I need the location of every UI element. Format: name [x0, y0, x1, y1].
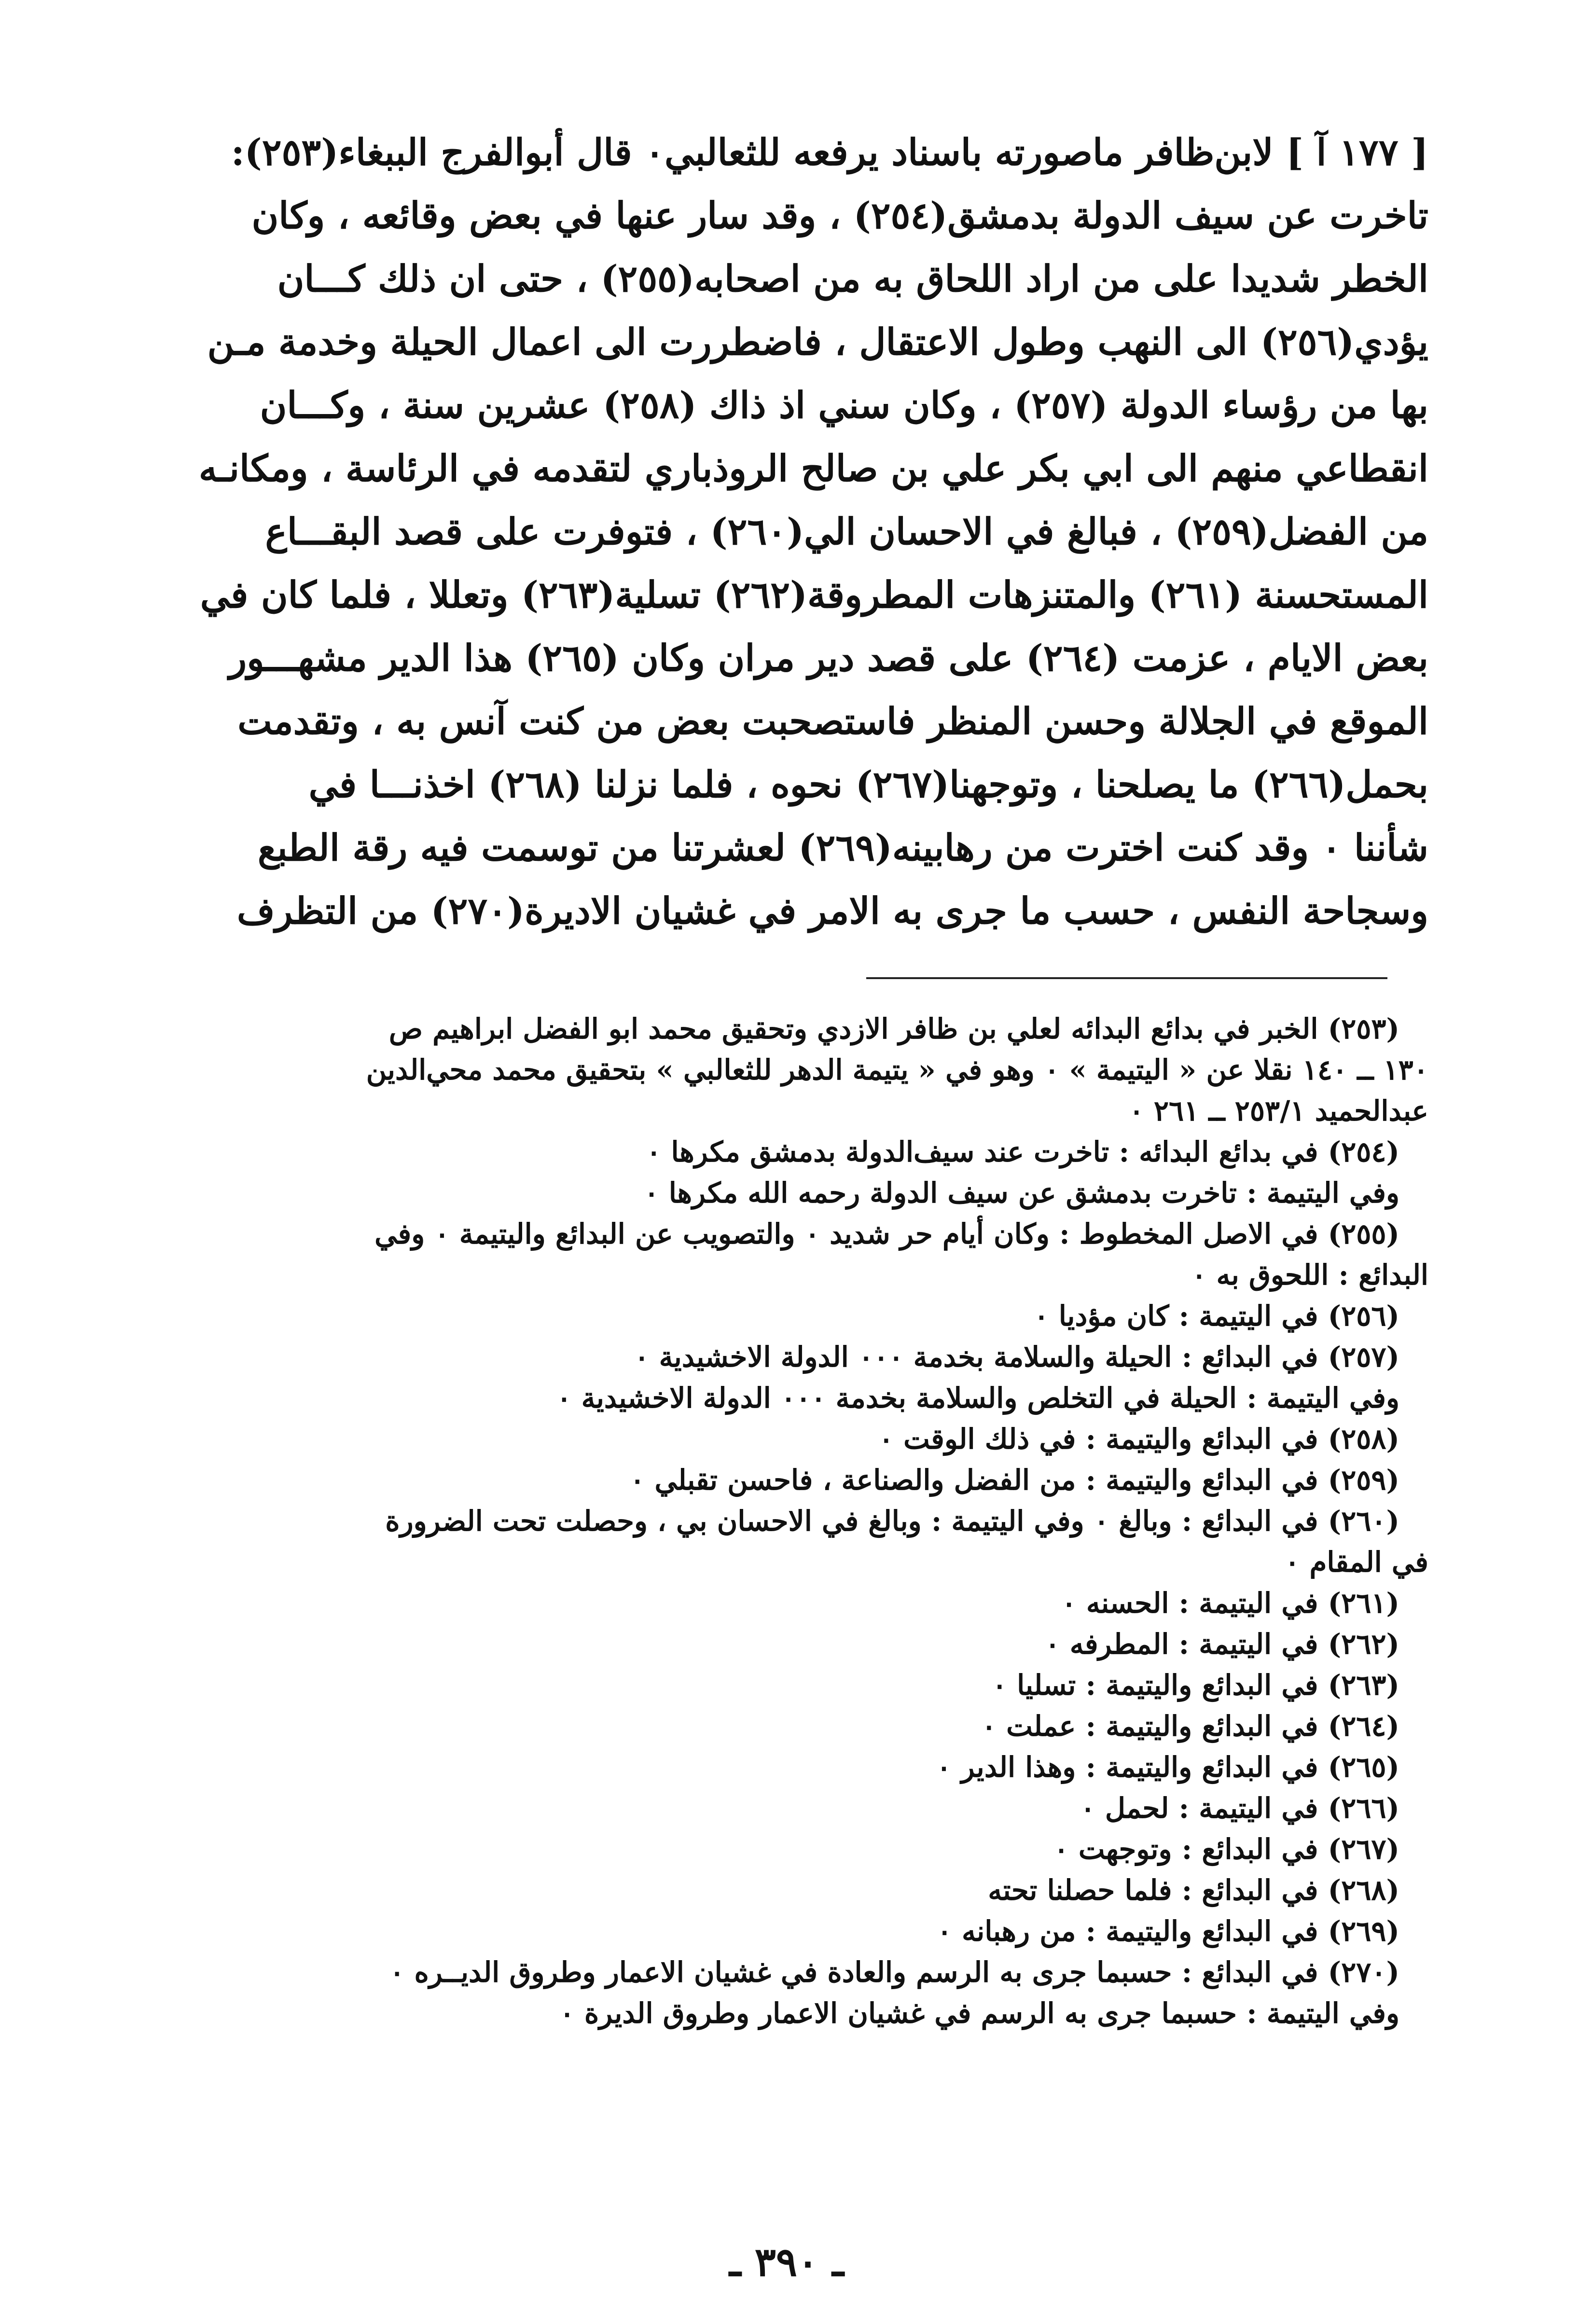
footnote-line: (٢٦٩) في البدائع واليتيمة : من رهبانه ٠	[937, 1915, 1399, 1948]
main-text-line: بحمل(٢٦٦) ما يصلحنا ، وتوجهنا(٢٦٧) نحوه ، فلما نزلنا (٢٦٨) اخذنـــا في	[308, 763, 1428, 806]
footnote-line: في المقام ٠	[1285, 1546, 1428, 1578]
main-text-line: المستحسنة (٢٦١) والمتنزهات المطروقة(٢٦٢) تسلية(٢٦٣) وتعللا ، فلما كان في	[200, 573, 1428, 616]
footnote-line: (٢٥٦) في اليتيمة : كان مؤديا ٠	[1034, 1300, 1399, 1332]
main-text-line: من الفضل(٢٥٩) ، فبالغ في الاحسان الي(٢٦٠) ، فتوفرت على قصد البقـــاع	[265, 510, 1428, 553]
main-text-line: يؤدي(٢٥٦) الى النهب وطول الاعتقال ، فاضطررت الى اعمال الحيلة وخدمة مـن	[207, 320, 1428, 363]
footnote-line: البدائع : اللحوق به ٠	[1191, 1259, 1428, 1291]
main-text-body	[154, 121, 1428, 942]
footnote-line: وفي اليتيمة : حسبما جرى به الرسم في غشيان الاعمار وطروق الديرة ٠	[559, 1997, 1399, 2030]
footnote-line: (٢٥٧) في البدائع : الحيلة والسلامة بخدمة ٠٠٠ الدولة الاخشيدية ٠	[634, 1341, 1399, 1373]
main-text-line: تاخرت عن سيف الدولة بدمشق(٢٥٤) ، وقد سار عنها في بعض وقائعه ، وكان	[251, 194, 1428, 237]
footnote-line: (٢٦٧) في البدائع : وتوجهت ٠	[1053, 1833, 1399, 1866]
main-text-line: الخطر شديدا على من اراد اللحاق به من اصحابه(٢٥٥) ، حتى ان ذلك كـــان	[277, 257, 1428, 300]
footnote-line: (٢٦٠) في البدائع : وبالغ ٠ وفي اليتيمة : وبالغ في الاحسان بي ، وحصلت تحت الضرورة	[385, 1505, 1399, 1537]
footnote-line: (٢٦٥) في البدائع واليتيمة : وهذا الدير ٠	[936, 1751, 1399, 1784]
footnote-line: وفي اليتيمة : تاخرت بدمشق عن سيف الدولة رحمه الله مكرها ٠	[644, 1176, 1399, 1209]
main-text-line: الموقع في الجلالة وحسن المنظر فاستصحبت بعض من كنت آنس به ، وتقدمت	[237, 700, 1428, 743]
main-text-line: انقطاعي منهم الى ابي بكر علي بن صالح الروذباري لتقدمه في الرئاسة ، ومكانـه	[198, 447, 1428, 490]
footnote-line: (٢٥٨) في البدائع واليتيمة : في ذلك الوقت ٠	[878, 1423, 1399, 1455]
footnote-line: (٢٧٠) في البدائع : حسبما جرى به الرسم والعادة في غشيان الاعمار وطروق الديــره ٠	[389, 1956, 1399, 1989]
footnote-line: (٢٥٩) في البدائع واليتيمة : من الفضل والصناعة ، فاحسن تقبلي ٠	[630, 1464, 1399, 1496]
footnotes-section	[140, 1009, 1428, 2034]
footnote-line: وفي اليتيمة : الحيلة في التخلص والسلامة بخدمة ٠٠٠ الدولة الاخشيدية ٠	[556, 1382, 1399, 1414]
footnote-line: (٢٥٣) الخبر في بدائع البدائه لعلي بن ظافر الازدي وتحقيق محمد ابو الفضل ابراهيم ص	[388, 1012, 1399, 1045]
footnote-line: (٢٦٣) في البدائع واليتيمة : تسليا ٠	[992, 1669, 1399, 1702]
footnote-line: (٢٦٤) في البدائع واليتيمة : عملت ٠	[981, 1710, 1399, 1743]
page-number: ـ ٣٩٠ ـ	[729, 2239, 844, 2285]
footnote-line: (٢٦١) في اليتيمة : الحسنه ٠	[1061, 1587, 1399, 1619]
main-text-line: [ ١٧٧ آ ] لابن‌ظافر ماصورته باسناد يرفعه للثعالبي٠ قال أبوالفرج الببغاء(٢٥٣):	[231, 131, 1428, 174]
footnote-line: (٢٥٤) في بدائع البدائه : تاخرت عند سيف‌الدولة بدمشق مكرها ٠	[646, 1135, 1399, 1168]
footnote-line: عبدالحميد ٢٥٣/١ ــ ٢٦١ ٠	[1129, 1094, 1428, 1127]
footnote-line: (٢٦٢) في اليتيمة : المطرفه ٠	[1045, 1628, 1399, 1660]
main-text-line: وسجاحة النفس ، حسب ما جرى به الامر في غشيان الاديرة(٢٧٠) من التظرف	[236, 889, 1428, 932]
main-text-line: شأننا ٠ وقد كنت اخترت من رهابينه(٢٦٩) لعشرتنا من توسمت فيه رقة الطبع	[257, 826, 1428, 869]
footnote-line: ١٣٠ ــ ١٤٠ نقلا عن « اليتيمة » ٠ وهو في « يتيمة الدهر للثعالبي » بتحقيق محمد محي‌الدين	[366, 1053, 1428, 1086]
main-text-line: بعض الايام ، عزمت (٢٦٤) على قصد دير مران وكان (٢٦٥) هذا الدير مشهـــور	[229, 636, 1428, 679]
footnote-line: (٢٦٨) في البدائع : فلما حصلنا تحته	[988, 1874, 1399, 1907]
footnote-line: (٢٥٥) في الاصل المخطوط : وكان أيام حر شديد ٠ والتصويب عن البدائع واليتيمة ٠ وفي	[374, 1217, 1399, 1250]
footnote-separator-rule	[866, 977, 1387, 979]
main-text-line: بها من رؤساء الدولة (٢٥٧) ، وكان سني اذ ذاك (٢٥٨) عشرين سنة ، وكـــان	[260, 384, 1428, 427]
footnote-line: (٢٦٦) في اليتيمة : لحمل ٠	[1080, 1792, 1399, 1825]
